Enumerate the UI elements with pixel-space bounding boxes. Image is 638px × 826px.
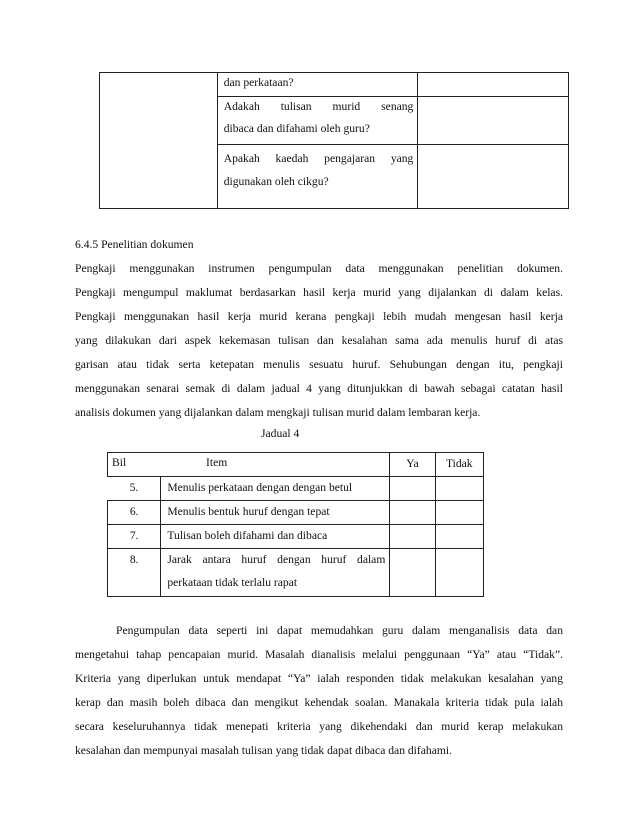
paragraph-line: Pengkaji mengumpul maklumat berdasarkan hasil kerja murid yang dijalankan di dalam kelas. [75,286,563,299]
top-table [99,72,569,209]
top-table-question-cell [217,73,418,97]
question-text: digunakan oleh cikgu? [223,175,329,188]
top-table-answer-cell [418,145,569,209]
table-header-row [108,453,484,477]
paragraph-line: Pengkaji menggunakan instrumen pengumpulan data menggunakan penelitian dokumen. [75,262,563,275]
paragraph-line: garisan atau tidak serta ketepatan menulis sesuatu huruf. Sehubungan dengan itu, pengkaji [75,358,563,371]
paragraph-line: analisis dokumen yang dijalankan dalam mengkaji tulisan murid dalam lembaran kerja. [75,406,481,419]
paragraph-line: kerap dan masih boleh dibaca dan mengikut kehendak soalan. Manakala kriteria tidak pula ialah [75,696,563,709]
header-bil: Bil [112,456,127,469]
section-heading: 6.4.5 Penelitian dokumen [75,238,194,251]
item-text: perkataan tidak terlalu rapat [167,576,298,589]
tidak-cell [435,501,483,525]
table-row [108,549,484,597]
top-table-answer-cell [418,73,569,97]
ya-cell [390,501,435,525]
ya-cell [390,525,435,549]
bil-cell: 5. [108,477,161,501]
paragraph-line: kesalahan dan mempunyai masalah tulisan yang tidak dapat dibaca dan difahami. [75,744,452,757]
top-table-question-cell [217,97,418,145]
top-table-empty-cell [100,73,218,209]
question-text: Apakah kaedah pengajaran yang [223,152,414,165]
item-cell: Menulis bentuk huruf dengan tepat [161,501,390,525]
paragraph-line: menggunakan senarai semak di dalam jadual 4 yang ditunjukkan di bawah sebagai catatan hasil [75,382,563,395]
header-ya: Ya [390,453,435,477]
bil-cell: 6. [108,501,161,525]
item-cell: Menulis perkataan dengan dengan betul [161,477,390,501]
table-row [108,477,484,501]
paragraph-line: Pengkaji menggunakan hasil kerja murid kerana pengkaji lebih mudah mengesan hasil kerja [75,310,563,323]
table-row [108,501,484,525]
paragraph-line: secara keseluruhannya tidak menepati kriteria yang dikehendaki dan murid kerap melakukan [75,720,563,733]
top-table-question-cell [217,145,418,209]
table-caption: Jadual 4 [261,427,300,440]
bil-cell: 8. [108,549,161,597]
item-text: Jarak antara huruf dengan huruf dalam [167,553,386,566]
bil-cell: 7. [108,525,161,549]
header-bil-item-cell [108,453,390,477]
question-text: Adakah tulisan murid senang [223,100,414,113]
item-cell [161,549,390,597]
header-tidak: Tidak [435,453,483,477]
ya-cell [390,549,435,597]
top-table-answer-cell [418,97,569,145]
tidak-cell [435,477,483,501]
paragraph-line: Kriteria yang diperlukan untuk mendapat “Ya” ialah responden tidak melakukan kesalahan yang [75,672,563,685]
table-row [108,525,484,549]
tidak-cell [435,549,483,597]
question-text: dan perkataan? [223,76,294,89]
tidak-cell [435,525,483,549]
paragraph-line: Pengumpulan data seperti ini dapat memudahkan guru dalam menganalisis data dan [116,624,563,637]
question-text: dibaca dan difahami oleh guru? [223,122,370,135]
ya-cell [390,477,435,501]
paragraph-line: mengetahui tahap pencapaian murid. Masalah dianalisis melalui penggunaan “Ya” atau “Tidak”. [75,648,563,661]
jadual-table [107,452,484,597]
header-item: Item [206,456,228,469]
paragraph-line: yang dilakukan dari aspek kekemasan tulisan dan kesalahan sama ada menulis huruf di atas [75,334,563,347]
item-cell: Tulisan boleh difahami dan dibaca [161,525,390,549]
